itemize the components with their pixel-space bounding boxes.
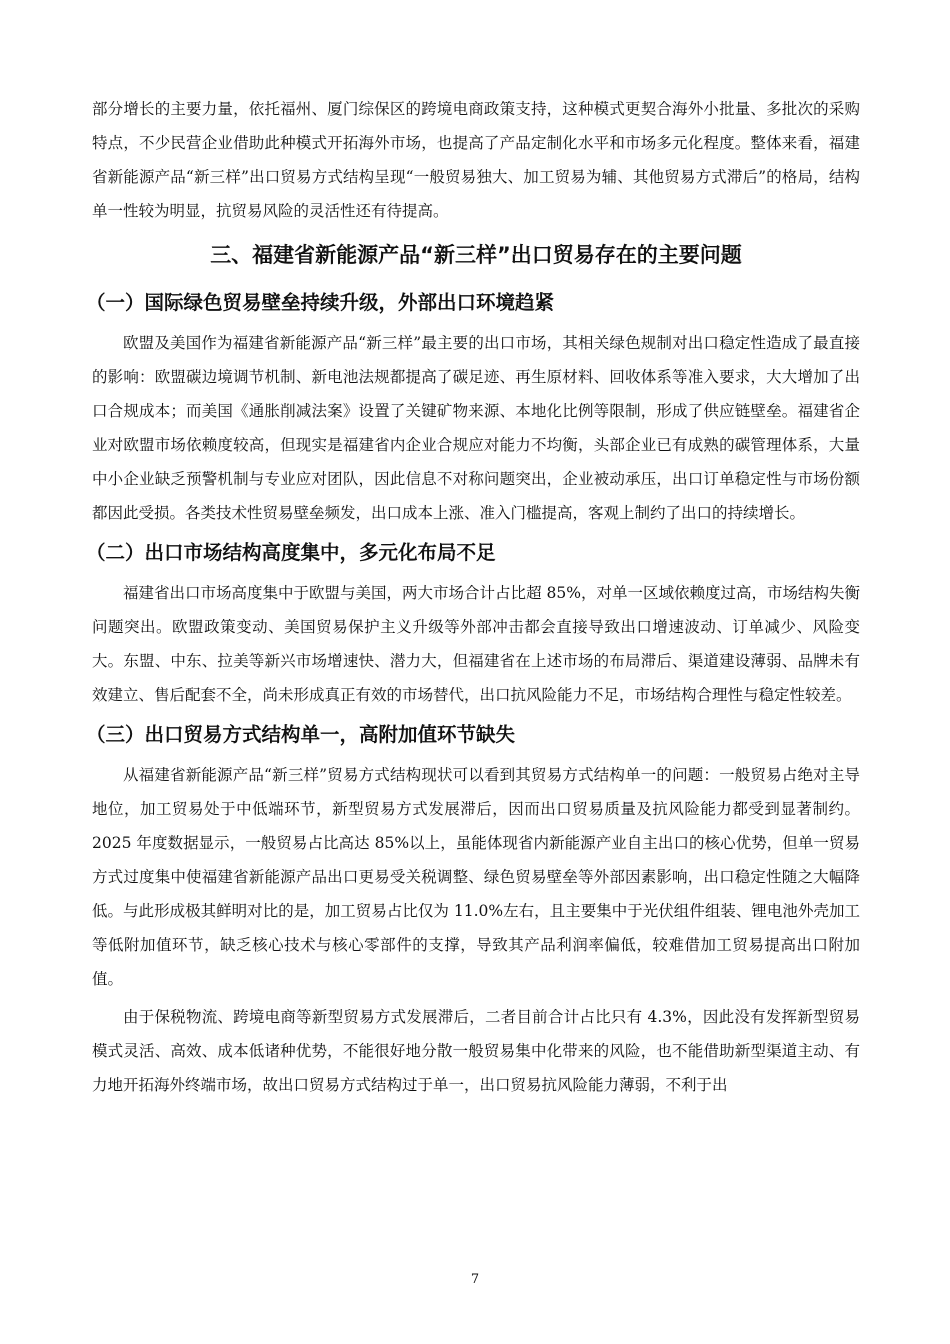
- paragraph-new-trade-modes: 由于保税物流、跨境电商等新型贸易方式发展滞后，二者目前合计占比只有 4.3%，因此没有发挥新型贸易模式灵活、高效、成本低诸种优势，不能很好地分散一般贸易集中化带来的风险，也不能借助新型渠道主动、有力地开拓海外终端市场，故出口贸易方式结构过于单一，出口贸易抗风险能力薄弱，不利于出: [92, 1008, 860, 1094]
- subsection-heading-1: （一）国际绿色贸易壁垒持续升级，外部出口环境趋紧: [86, 291, 555, 314]
- subsection-heading-2: （二）出口市场结构高度集中，多元化布局不足: [86, 541, 496, 564]
- paragraph-market-concentration: 福建省出口市场高度集中于欧盟与美国，两大市场合计占比超 85%，对单一区域依赖度过高，市场结构失衡问题突出。欧盟政策变动、美国贸易保护主义升级等外部冲击都会直接导致出口增速波动、订单减少、风险变大。东盟、中东、拉美等新兴市场增速快、潜力大，但福建省在上述市场的布局滞后、渠道建设薄弱、品牌未有效建立、售后配套不全，尚未形成真正有效的市场替代，出口抗风险能力不足，市场结构合理性与稳定性较差。: [92, 584, 860, 704]
- subsection-heading-3: （三）出口贸易方式结构单一，高附加值环节缺失: [86, 723, 516, 746]
- paragraph-continued: 部分增长的主要力量，依托福州、厦门综保区的跨境电商政策支持，这种模式更契合海外小批量、多批次的采购特点，不少民营企业借助此种模式开拓海外市场，也提高了产品定制化水平和市场多元化程度。整体来看，福建省新能源产品“新三样”出口贸易方式结构呈现“一般贸易独大、加工贸易为辅、其他贸易方式滞后”的格局，结构单一性较为明显，抗贸易风险的灵活性还有待提高。: [92, 100, 860, 220]
- paragraph-green-barriers: 欧盟及美国作为福建省新能源产品“新三样”最主要的出口市场，其相关绿色规制对出口稳定性造成了最直接的影响：欧盟碳边境调节机制、新电池法规都提高了碳足迹、再生原材料、回收体系等准入要求，大大增加了出口合规成本；而美国《通胀削减法案》设置了关键矿物来源、本地化比例等限制，形成了供应链壁垒。福建省企业对欧盟市场依赖度较高，但现实是福建省内企业合规应对能力不均衡，头部企业已有成熟的碳管理体系，大量中小企业缺乏预警机制与专业应对团队，因此信息不对称问题突出，企业被动承压，出口订单稳定性与市场份额都因此受损。各类技术性贸易壁垒频发，出口成本上涨、准入门槛提高，客观上制约了出口的持续增长。: [92, 334, 860, 522]
- section-heading: 三、福建省新能源产品“新三样”出口贸易存在的主要问题: [210, 243, 742, 267]
- page-number: 7: [470, 1272, 480, 1287]
- paragraph-trade-mode: 从福建省新能源产品“新三样”贸易方式结构现状可以看到其贸易方式结构单一的问题：一般贸易占绝对主导地位，加工贸易处于中低端环节，新型贸易方式发展滞后，因而出口贸易质量及抗风险能力都受到显著制约。2025 年度数据显示，一般贸易占比高达 85%以上，虽能体现省内新能源产业自主出口的核心优势，但单一贸易方式过度集中使福建省新能源产品出口更易受关税调整、绿色贸易壁垒等外部因素影响，出口稳定性随之大幅降低。与此形成极其鲜明对比的是，加工贸易占比仅为 11.0%左右，且主要集中于光伏组件组装、锂电池外壳加工等低附加值环节，缺乏核心技术与核心零部件的支撑，导致其产品利润率偏低，较难借加工贸易提高出口附加值。: [92, 766, 860, 988]
- document-page: [86, 92, 860, 1102]
